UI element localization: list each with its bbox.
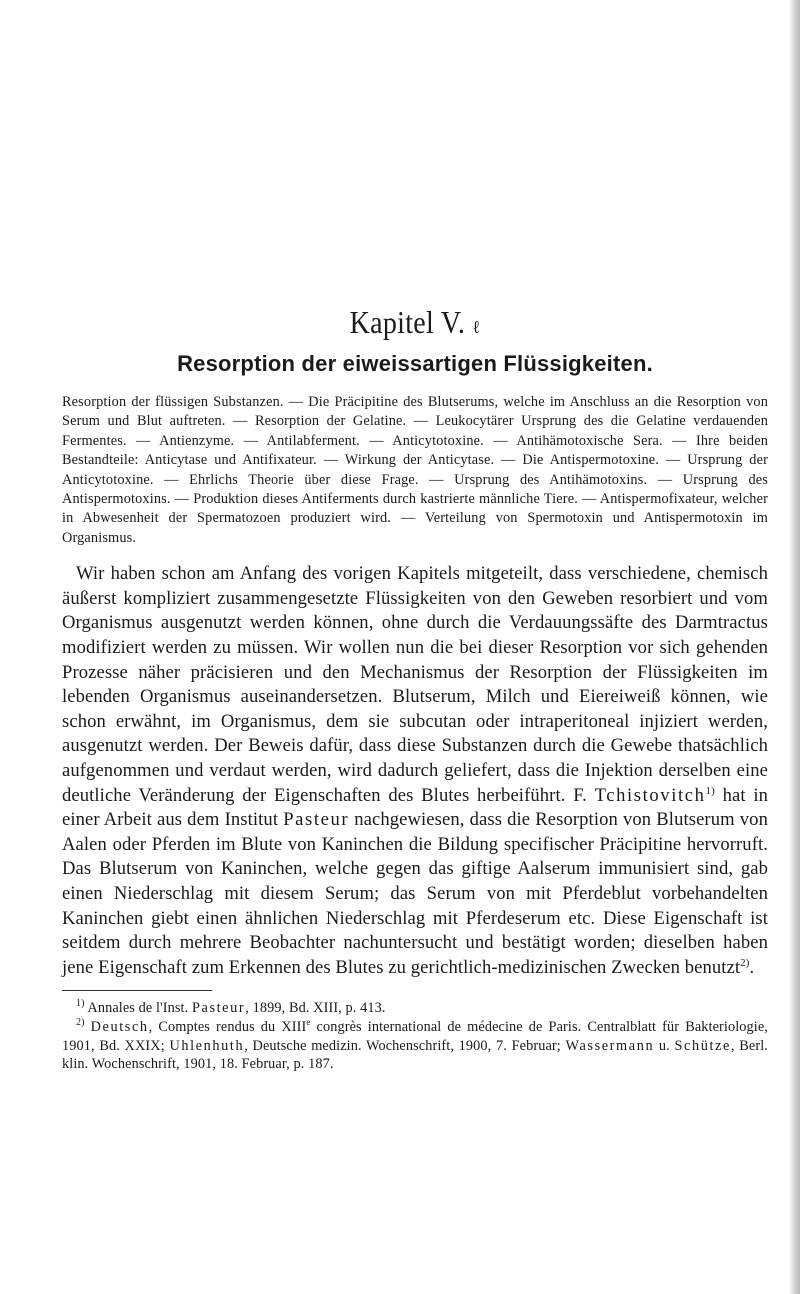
author-name-tchistovitch: Tchistovitch — [594, 784, 706, 806]
author-name-pasteur: Pasteur — [283, 809, 350, 831]
body-text-part-2: hat in einer Arbeit aus dem Institut — [62, 784, 768, 831]
footnote-1-mark: 1) — [76, 998, 85, 1010]
footnote-2-name-schuetze: Schütze — [674, 1037, 731, 1054]
footnote-2-name-uhlenhuth: Uhlenhuth — [169, 1037, 245, 1054]
body-text-part-1: Wir haben schon am Anfang des vorigen Kapitels mitgeteilt, dass verschiedene, chemisch äußerst kompliziert zusammengesetzte Flüssigkeiten von den Geweben resorbiert und vom Organismus ausgenutzt werden können, ohne durch die Verdauungssäfte des Darmtractus modifiziert werden zu müssen. Wir wollen nun die bei dieser Resorption vor sich gehenden Prozesse näher präcisieren und den Mechanismus der Resorption der Flüssigkeiten im lebenden Organismus auseinandersetzen. Blutserum, Milch und Eiereiweiß können, wie schon erwähnt, im Organismus, dem sie subcutan oder intraperitoneal injiziert werden, ausgenutzt werden. Der Beweis dafür, dass diese Substanzen durch die Gewebe thatsächlich aufgenommen und verdaut werden, wird dadurch geliefert, dass die Injektion derselben eine deutliche Veränderung der Eigenschaften des Blutes herbeiführt. F. — [62, 563, 768, 806]
footnote-1 — [62, 999, 768, 1018]
footnote-2-text-post: , Berl. klin. Wochenschrift, 1901, 18. Februar, p. 187. — [62, 1037, 768, 1073]
body-paragraph — [62, 562, 768, 980]
chapter-synopsis: Resorption der flüssigen Substanzen. — Die Präcipitine des Blutserums, welche im Anschluss an die Resorption von Serum und Blut auftreten. — Resorption der Gelatine. — Leukocytärer Ursprung des die Gelatine verdauenden Fermentes. — Antienzyme. — Antilabferment. — Anticytotoxine. — Antihämotoxische Sera. — Ihre beiden Bestandteile: Anticytase und Antifixateur. — Wirkung der Anticytase. — Die Antispermotoxine. — Ursprung der Anticytotoxine. — Ehrlichs Theorie über diese Frage. — Ursprung des Antihämotoxins. — Ursprung des Antispermotoxins. — Produktion dieses Antiferments durch kastrierte männliche Tiere. — Antispermofixateur, welcher in Abwesenheit der Spermatozoen produziert wird. — Verteilung von Spermotoxin und Antispermotoxin im Organismus. — [62, 394, 768, 546]
footnote-2-text-mid-2: congrès international de médecine de Paris. Centralblatt für Bakteriologie, 1901, Bd. XXIX; — [62, 1018, 768, 1054]
chapter-title — [62, 306, 768, 342]
footnote-divider — [62, 990, 212, 991]
footnote-2-text-mid-4: u. — [654, 1037, 675, 1054]
body-text-part-4: . — [749, 956, 755, 978]
footnote-1-name: Pasteur — [191, 1000, 246, 1017]
footnote-2-text-mid-1: , Comptes rendus du XIII — [148, 1018, 307, 1035]
chapter-title-text: Kapitel V. — [349, 306, 466, 341]
footnote-2 — [62, 1018, 768, 1074]
footnote-2-text-mid-3: , Deutsche medizin. Wochenschrift, 1900, 7. Februar; — [244, 1037, 566, 1054]
chapter-heading: Resorption der eiweissartigen Flüssigkeiten. — [177, 351, 653, 376]
footnote-2-name-deutsch: Deutsch — [90, 1018, 149, 1035]
book-page — [62, 308, 768, 1074]
footnote-2-name-wassermann: Wassermann — [565, 1037, 655, 1054]
footnote-2-superscript: e — [306, 1017, 311, 1028]
footnote-1-text-pre: Annales de l'Inst. — [84, 1000, 192, 1017]
page-edge-shadow — [790, 0, 800, 1294]
chapter-title-mark: ℓ — [472, 318, 481, 338]
footnote-reference-2: 2) — [740, 956, 750, 969]
body-text-part-3: nachgewiesen, dass die Resorption von Blutserum von Aalen oder Pferden im Blute von Kaninchen die Bildung specifischer Präcipitine hervorruft. Das Blutserum von Kaninchen, welche gegen das giftige Aalserum immunisiert sind, gab einen Niederschlag mit diesem Serum; das Serum von mit Pferdeblut vorbehandelten Kaninchen giebt einen ähnlichen Niederschlag mit Pferdeserum etc. Diese Eigenschaft ist seitdem durch mehrere Beobachter nachuntersucht und bestätigt worden; dieselben haben jene Eigenschaft zum Erkennen des Blutes zu gerichtlich-medizinischen Zwecken benutzt — [62, 809, 768, 978]
footnote-1-text-post: , 1899, Bd. XIII, p. 413. — [245, 1000, 386, 1017]
footnote-reference-1: 1) — [705, 784, 715, 797]
footnote-2-mark: 2) — [76, 1017, 85, 1029]
